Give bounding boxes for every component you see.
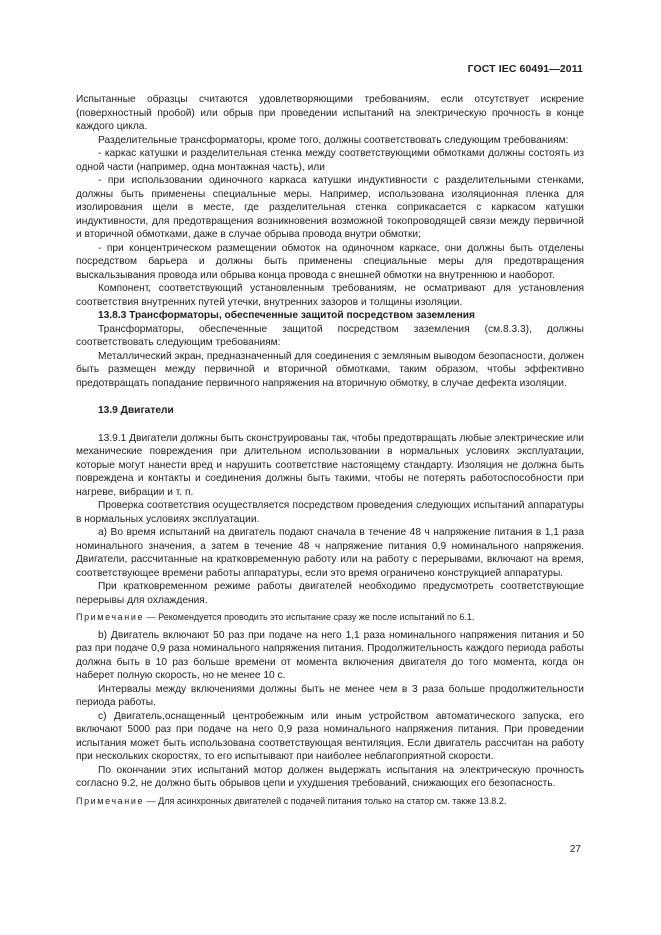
body-paragraph: с) Двигатель,оснащенный центробежным или иным устройством автоматического запуска, его включают 5000 раз при подаче на него 0,9 раза номинального напряжения питания. При проведении испытания может быть использована соответствующая вентиляция. Если двигатель рассчитан на работу при нескольких скоростях, то его испытывают при наиболее неблагоприятной скорости. [76,710,584,762]
body-paragraph: Металлический экран, предназначенный для соединения с земляным выводом безопасности, должен быть размещен между первичной и вторичной обмотками, таким образом, чтобы эффективно предотвращать попадание первичного напряжения на вторичную обмотку, в случае дефекта изоляции. [76,350,584,389]
paragraph-group-c [76,432,584,608]
section-title-13-9: 13.9 Двигатели [98,405,174,416]
paragraph-group-d [76,629,584,791]
paragraph-group-a [76,93,584,309]
body-paragraph: Разделительные трансформаторы, кроме того, должны соответствовать следующим требованиям: [98,134,569,146]
note-2-text: — Для асинхронных двигателей с подачей питания только на статор см. также 13.8.2. [144,795,507,806]
subsection-title-13-8-3: 13.8.3 Трансформаторы, обеспеченные защитой посредством заземления [98,310,475,321]
body-paragraph: Компонент, соответствующий установленным требованиям, не осматривают для установления соответствия внутренних путей утечки, внутренних зазоров и толщины изоляции. [76,283,584,308]
page-header-standard: ГОСТ IEC 60491—2011 [467,63,583,75]
body-paragraph: 13.9.1 Двигатели должны быть сконструированы так, чтобы предотвращать любые электрические или механические повреждения при длительном использовании в нормальных условиях эксплуатации, которые могут нанести вред и нарушить соответствие настоящему стандарту. Изоляция не должна быть повреждена и контакты и соединения должны быть такими, чтобы не потерять работоспособности при нагреве, вибрации и т. п. [76,432,584,498]
note-1 [76,611,584,625]
paragraph-group-b [76,323,584,391]
document-body [76,93,584,808]
body-paragraph: Проверка соответствия осуществляется посредством проведения следующих испытаний аппаратуры в нормальных условиях эксплуатации. [76,500,584,525]
page-number: 27 [569,844,581,855]
body-paragraph: Испытанные образцы считаются удовлетворяющими требованиям, если отсутствует искрение (поверхностный пробой) или обрыв при проведении испытаний на электрическую прочность в конце каждого цикла. [76,94,584,132]
body-paragraph: - при концентрическом размещении обмоток на одиночном каркасе, они должны быть отделены посредством барьера и должны быть применены специальные меры для предотвращения выскальзывания провода или обрыва конца провода с внешней обмотки на внутреннюю и наоборот. [76,242,584,281]
body-paragraph: b) Двигатель включают 50 раз при подаче на него 1,1 раза номинального напряжения питания и 50 раз при подаче 0,9 раза номинального напряжения питания. Продолжительность каждого периода работы должна быть в 10 раз больше времени от момента включения двигателя до того момента, когда он наберет полную скорость, но не менее 10 с. [76,629,584,681]
note-2-label: Примечание [76,795,145,806]
body-paragraph: Трансформаторы, обеспеченные защитой посредством заземления (см.8.3.3), должны соответствовать следующим требованиям: [76,323,584,348]
body-paragraph: а) Во время испытаний на двигатель подают сначала в течение 48 ч напряжение питания в 1,1 раза номинального значения, а затем в течение 48 ч напряжение питания 0,9 номинального напряжения. Двигатели, рассчитанные на кратковременную работу или на работу с перерывами, включают на время, соответствующее времени работы аппаратуры, если это время ограничено конструкцией аппаратуры. [76,527,584,579]
note-2 [76,795,584,809]
body-paragraph: Интервалы между включениями должны быть не менее чем в 3 раза больше продолжительности периода работы. [76,683,584,708]
note-1-text: — Рекомендуется проводить это испытание сразу же после испытаний по 6.1. [144,612,475,622]
body-paragraph: При кратковременном режиме работы двигателей необходимо предусмотреть соответствующие перерывы для охлаждения. [76,581,584,606]
body-paragraph: - при использовании одиночного каркаса катушки индуктивности с разделительными стенками, должны быть применены специальные меры. Например, использована изоляционная пленка для изолирования щели в месте, где разделительная стенка соприкасается с каркасом катушки индуктивности, для предотвращения возникновения возможной токопроводящей связи между первичной и вторичной обмотками, даже в случае обрыва провода внутри обмотки; [76,175,584,240]
body-paragraph: По окончании этих испытаний мотор должен выдержать испытания на электрическую прочность согласно 9.2, не должно быть обрывов цепи и ухудшения требований, снижающих его безопасность. [76,764,584,789]
note-1-label: Примечание [76,612,145,622]
body-paragraph: - каркас катушки и разделительная стенка между соответствующими обмотками должны состоять из одной части (например, одна монтажная часть), или [76,148,584,173]
